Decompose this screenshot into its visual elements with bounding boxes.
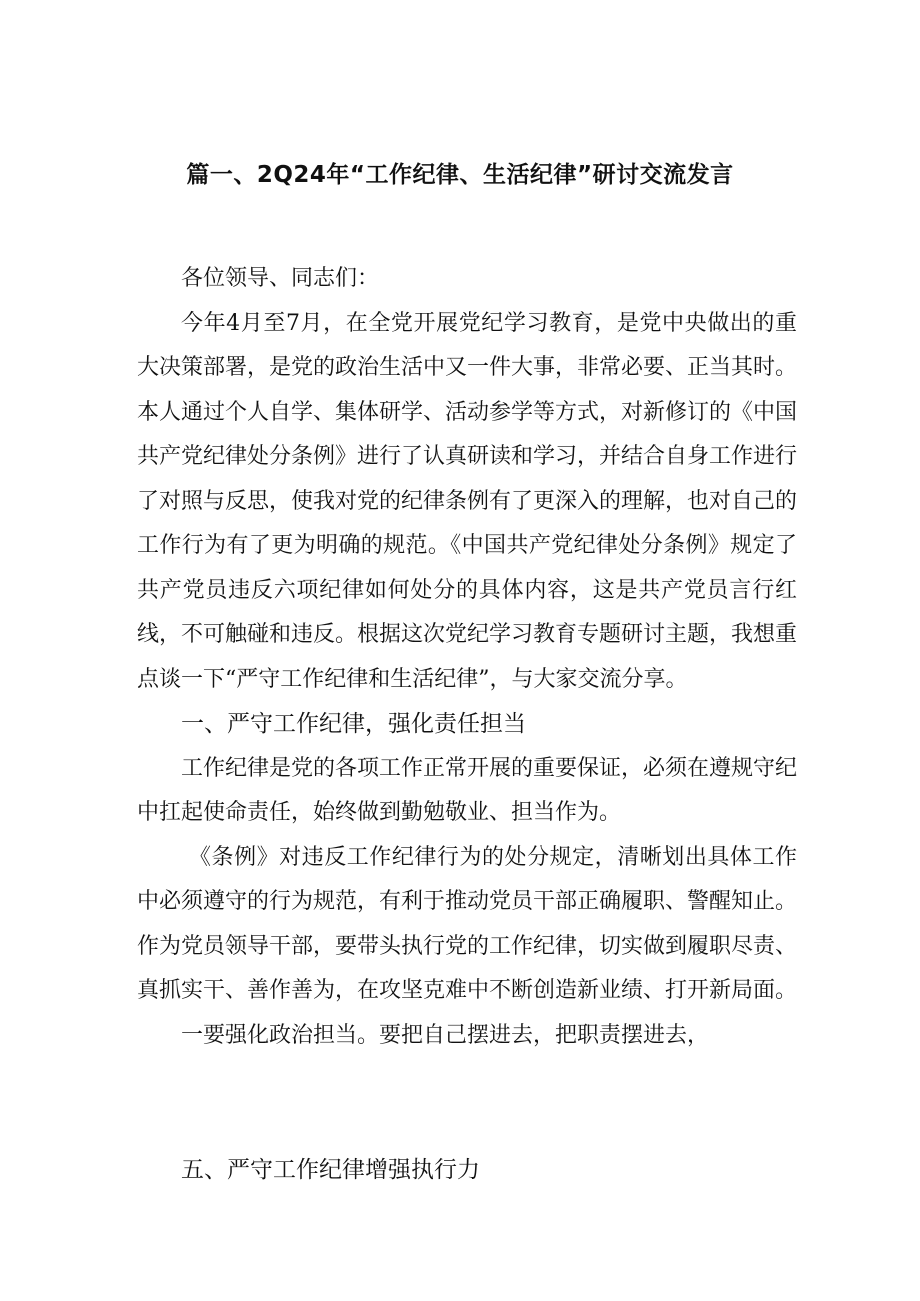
document-title: 篇一、2Q24年“工作纪律、生活纪律”研讨交流发言 xyxy=(186,162,734,188)
heading-section-five: 五、严守工作纪律增强执行力 xyxy=(181,1157,480,1183)
document-body xyxy=(137,257,797,1058)
paragraph-intro: 今年4月至7月，在全党开展党纪学习教育，是党中央做出的重大决策部署，是党的政治生活中又一件大事，非常必要、正当其时。本人通过个人自学、集体研学、活动参学等方式，对新修订的《中国共产党纪律处分条例》进行了认真研读和学习，并结合自身工作进行了对照与反思，使我对党的纪律条例有了更深入的理解，也对自己的工作行为有了更为明确的规范。《中国共产党纪律处分条例》规定了共产党员违反六项纪律如何处分的具体内容，这是共产党员言行红线，不可触碰和违反。根据这次党纪学习教育专题研讨主题，我想重点谈一下“严守工作纪律和生活纪律”，与大家交流分享。 xyxy=(137,310,798,692)
paragraph-regulations: 《条例》对违反工作纪律行为的处分规定，清晰划出具体工作中必须遵守的行为规范，有利于推动党员干部正确履职、警醒知止。作为党员领导干部，要带头执行党的工作纪律，切实做到履职尽责、真抓实干、善作善为，在攻坚克难中不断创造新业绩、打开新局面。 xyxy=(137,844,798,1003)
paragraph-work-discipline: 工作纪律是党的各项工作正常开展的重要保证，必须在遵规守纪中扛起使命责任，始终做到勤勉敬业、担当作为。 xyxy=(137,755,798,825)
salutation: 各位领导、同志们： xyxy=(181,266,380,291)
paragraph-political-responsibility: 一要强化政治担当。要把自己摆进去，把职责摆进去， xyxy=(181,1022,710,1048)
heading-section-one: 一、严守工作纪律，强化责任担当 xyxy=(181,711,526,737)
